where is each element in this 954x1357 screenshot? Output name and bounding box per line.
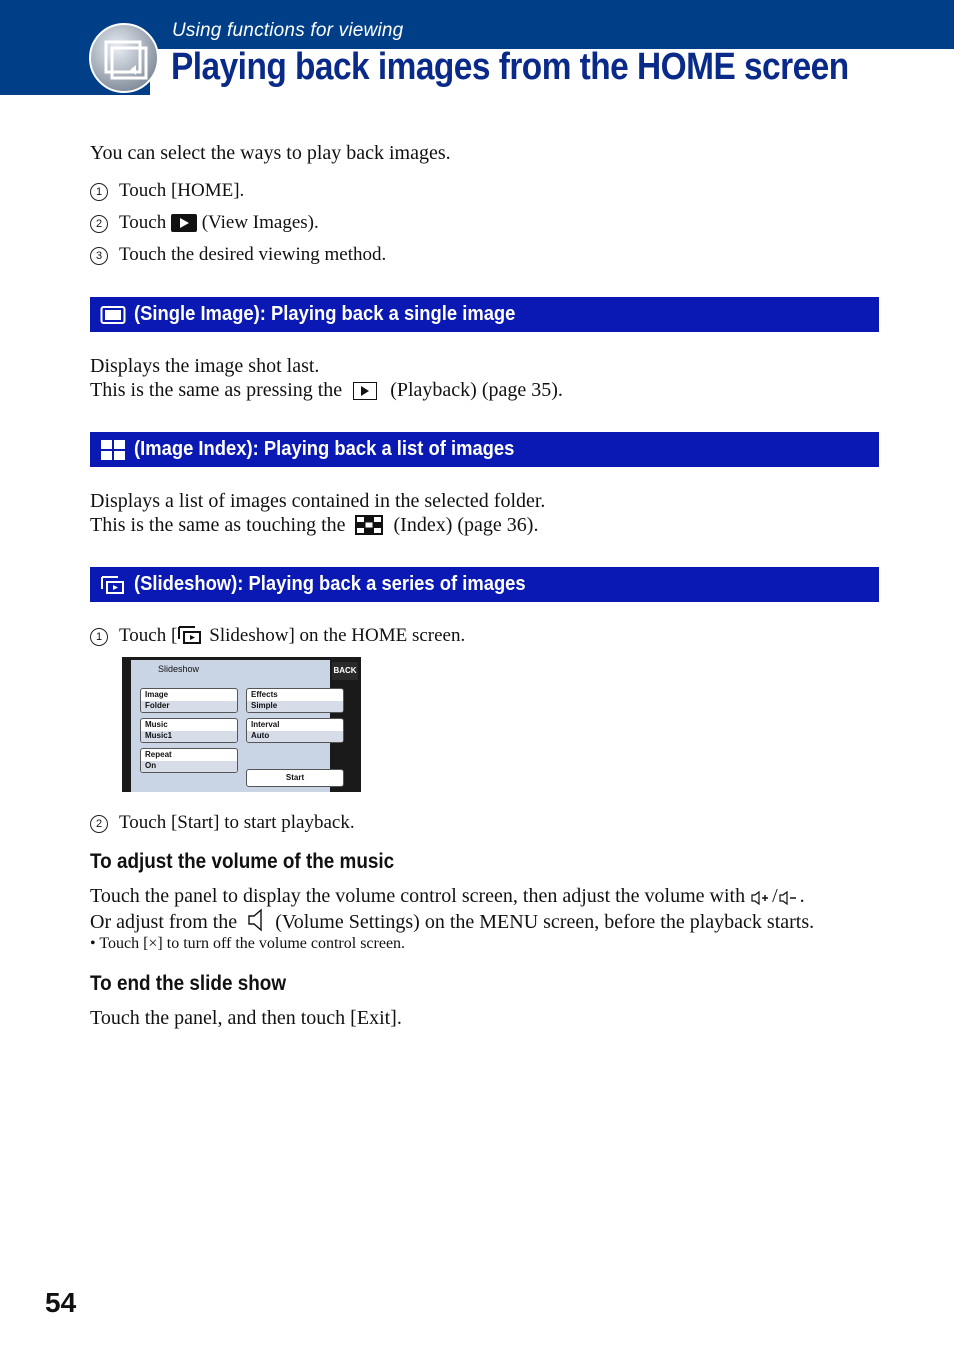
step-text: Touch the desired viewing method. xyxy=(119,244,387,265)
volume-slash: / xyxy=(772,885,778,907)
single-image-icon xyxy=(100,305,126,325)
intro-step-3 xyxy=(90,243,386,267)
step-text: Touch [ xyxy=(119,625,178,646)
volume-up-icon xyxy=(750,890,772,906)
step-text: Slideshow] on the HOME screen. xyxy=(209,625,466,646)
slideshow-icon xyxy=(100,575,126,595)
screen-title: Slideshow xyxy=(158,664,200,674)
slideshow-screen-illustration xyxy=(122,657,361,792)
setting-value: Simple xyxy=(251,701,278,710)
index-line-1: Displays a list of images contained in the selected folder. xyxy=(90,490,546,512)
effects-setting-button[interactable] xyxy=(246,688,344,713)
section-single-image xyxy=(90,297,879,332)
intro-step-2 xyxy=(90,211,319,235)
body-text: (Index) (page 36). xyxy=(393,514,539,536)
volume-down-icon xyxy=(778,890,800,906)
volume-note: • Touch [×] to turn off the volume control screen. xyxy=(90,935,406,952)
single-line-2 xyxy=(90,378,563,402)
chapter-subtitle: Using functions for viewing xyxy=(172,20,404,41)
image-index-icon xyxy=(100,440,126,460)
setting-value: Music1 xyxy=(145,731,173,740)
setting-label: Music xyxy=(145,720,168,729)
body-text: This is the same as touching the xyxy=(90,514,346,536)
step-text: Touch [HOME]. xyxy=(119,180,245,201)
view-images-icon xyxy=(171,214,197,232)
body-text: (Playback) (page 35). xyxy=(390,379,563,401)
setting-value: Folder xyxy=(145,701,170,710)
page-title: Playing back images from the HOME screen xyxy=(171,46,849,88)
step-number: 2 xyxy=(90,815,108,833)
volume-heading: To adjust the volume of the music xyxy=(90,850,395,873)
setting-label: Image xyxy=(145,690,169,699)
section-heading: (Slideshow): Playing back a series of images xyxy=(134,573,526,595)
setting-value: On xyxy=(145,761,157,770)
single-line-1: Displays the image shot last. xyxy=(90,355,320,377)
image-setting-button[interactable] xyxy=(140,688,238,713)
section-heading: (Image Index): Playing back a list of images xyxy=(134,438,515,460)
interval-setting-button[interactable] xyxy=(246,718,344,743)
setting-label: Effects xyxy=(251,690,278,699)
repeat-setting-button[interactable] xyxy=(140,748,238,773)
slideshow-step-2 xyxy=(90,811,355,835)
volume-line-2 xyxy=(90,908,814,934)
slideshow-step-1 xyxy=(90,624,465,648)
intro-text: You can select the ways to play back images. xyxy=(90,142,451,164)
body-text: Or adjust from the xyxy=(90,911,238,933)
setting-label: Interval xyxy=(251,720,280,729)
step-number: 1 xyxy=(90,628,108,646)
end-slideshow-text: Touch the panel, and then touch [Exit]. xyxy=(90,1007,402,1029)
music-setting-button[interactable] xyxy=(140,718,238,743)
page-number: 54 xyxy=(45,1287,77,1318)
step-text: Touch [Start] to start playback. xyxy=(119,812,355,833)
body-text: This is the same as pressing the xyxy=(90,379,343,401)
setting-value: Auto xyxy=(251,731,270,740)
body-text: Touch the panel to display the volume control screen, then adjust the volume with xyxy=(90,885,746,907)
body-text: (Volume Settings) on the MENU screen, before the playback starts. xyxy=(275,911,815,933)
section-image-index xyxy=(90,432,879,467)
back-button[interactable]: BACK xyxy=(332,662,358,680)
end-slideshow-heading: To end the slide show xyxy=(90,972,287,995)
volume-settings-icon xyxy=(246,908,266,932)
setting-label: Repeat xyxy=(145,750,172,759)
slideshow-icon xyxy=(177,625,203,645)
step-text: Touch xyxy=(119,212,167,233)
section-slideshow xyxy=(90,567,879,602)
index-button-icon xyxy=(355,515,383,535)
intro-step-1 xyxy=(90,179,244,203)
playback-chapter-icon xyxy=(88,22,162,96)
playback-button-icon xyxy=(353,382,377,400)
volume-line-1 xyxy=(90,884,805,908)
step-number: 1 xyxy=(90,183,108,201)
step-text: (View Images). xyxy=(201,212,319,233)
body-text: . xyxy=(799,885,805,907)
section-heading: (Single Image): Playing back a single image xyxy=(134,303,516,325)
step-number: 3 xyxy=(90,247,108,265)
step-number: 2 xyxy=(90,215,108,233)
index-line-2 xyxy=(90,513,538,537)
start-button[interactable]: Start xyxy=(246,769,344,787)
